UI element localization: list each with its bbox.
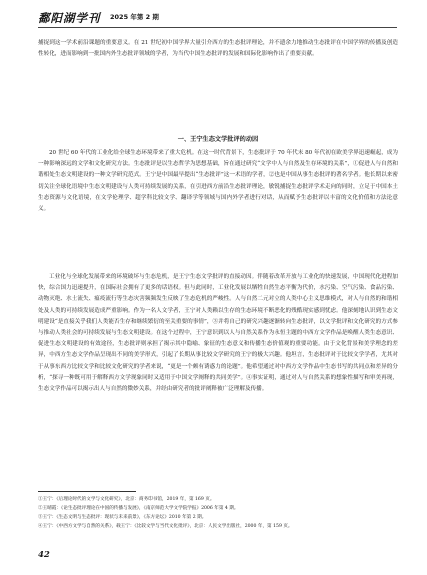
header-rule [38, 27, 397, 28]
footnote-3: ③王宁：《生态文明与生态批评：现状与未来前景》，《东方论坛》2010 年第 2 期。 [38, 515, 207, 520]
journal-title: 鄱阳湖学刊 [38, 11, 101, 25]
footnote-4: ④王宁：《中西方文学与自然的关系》，载王宁：《比较文学与当代文化批评》，北京：人民文学出版社，2000 年，第 159 页。 [38, 524, 293, 529]
footnotes [38, 495, 398, 531]
body-paragraph-1: 20 世纪 60 年代的工业化给全球生态环境带来了重大危机。在这一时代背景下，生态批评于 70 年代末 80 年代初在欧美学界迅速崛起，成为一种影响深远的文学和文化研究方法。生态批评是以生态哲学为思想基础，旨在通过研究“文学中人与自然及生存环境的关系”，①促进人与自然和谐相处生态文明建设的一种文学研究范式。王宁是中国最早提出“生态批评”这一术语的学者，②也是中国从事生态批评的著名学者。他长期以来密切关注全球化语境中生态文明建设与人类可持续发展的关系，在引进西方前沿生态批评理论，敏锐捕捉生态批评学术走向的同时，立足于中国本土生态资源与文化语境，在文学伦理学、超学科比较文学、翻译学等领域与国内外学者进行对话，从而赋予生态批评以丰富的文化价值和方法论意义。 [38, 150, 398, 213]
footnote-2: ②王晴霞：《论生态批评理论在中国的传播与发展》，《南京师范大学文学院学报》2006 年第 4 期。 [38, 506, 239, 511]
body-paragraph-2: 工业化与全球化发展带来的环境破坏与生态危机，是王宁生态文学批评的直接动因。伴随着改革开放与工业化的快速发展，中国现代化进程加快，综合国力迅速提升，在国际社会拥有了更多的话语权。但与此同时，工业化发展以牺牲自然生态平衡为代价，水污染、空气污染、食品污染、动物灭绝、水土流失、瘟疫流行等生态灾害频频发生反映了生态危机的严峻性。人与自然二元对立的人类中心主义思维模式，对人与自然的和谐相处及人类的可持续发展造成严重影响。作为一名人文学者，王宁对人类赖以生存的生态环境不断恶化的残酷现实感到忧虑。他深刻地认识到生态文明建设“是直接关乎我们人类能否生存和继续繁衍的至关重要的事情”，③并将自己的研究兴趣逐渐转向生态批评，以文学批评和文化研究的方式参与推动人类社会的可持续发展与生态文明建设。在这个过程中，王宁意识到以人与自然关系作为永恒主题的中西方文学作品是唤醒人类生态意识、促进生态文明建设的有效途径，生态批评则承担了揭示其中隐喻、象征的生态意义和传播生态价值观的重要功能。由于文化背景和美学理念的差异，中西方生态文学作品呈现出不同的美学形式，引起了长期从事比较文学研究的王宁的极大兴趣。他坦言，生态批评对于比较文学学者，尤其对于从事东西方比较文学和比较文化研究的学者来说，“更是一个颇有诱惑力的论题”。他希望通过对中西方文学作品中生态书写的共同点和差异的分析，“探寻一种既可用于解释西方文学现象同时又适用于中国文学阐释的共同美学”。④事实证明，通过对人与自然关系的想象性描写和审美再现，生态文学作品可以揭示出人与自然的微妙关系，并经由研究者的批评阐释被广泛理解及传播。 [38, 274, 398, 393]
footnote-1: ①王宁：《后理论时代的文学与文化研究》，北京：商务印书馆，2019 年，第 169 页。 [38, 497, 215, 502]
issue-label: 2025 年第 2 期 [110, 13, 159, 21]
footnote-rule [38, 491, 136, 492]
page-number: 42 [38, 550, 50, 560]
intro-paragraph: 捕捉到这一学术前沿课题的重要意义。在 21 世纪初中国学界大量引介西方的生态批评理论，并不遗余力地推动生态批评在中国学界的传播及创造性转化，进而影响到一批国内外生态批评领域的学者，为当代中国生态批评的发展和国际化影响作出了重要贡献。 [38, 40, 398, 58]
section-title: 一、王宁生态文学批评的动因 [177, 136, 259, 143]
